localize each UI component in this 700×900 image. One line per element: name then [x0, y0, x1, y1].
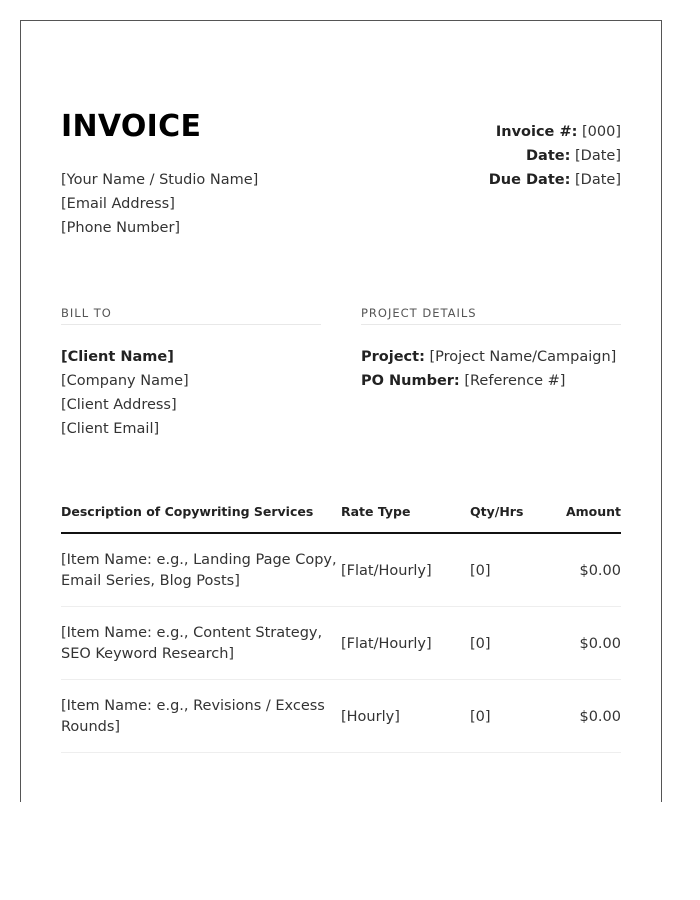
invoice-number-value: [000]: [582, 124, 621, 140]
sender-email: [Email Address]: [61, 196, 175, 212]
bill-to-block: [61, 345, 321, 441]
client-name: [Client Name]: [61, 349, 174, 365]
header-rate-type: Rate Type: [341, 504, 411, 519]
project-details-label: PROJECT DETAILS: [361, 306, 621, 325]
row-amount: $0.00: [579, 635, 621, 652]
bill-to-label: BILL TO: [61, 306, 321, 325]
invoice-due-date: [489, 168, 621, 192]
invoice-due-label: Due Date:: [488, 172, 571, 188]
sender-name: [Your Name / Studio Name]: [61, 172, 259, 188]
table-row: [61, 680, 621, 753]
invoice-meta: [489, 120, 621, 192]
header-qty: Qty/Hrs: [470, 504, 524, 519]
row-description: [Item Name: e.g., Revisions / Excess Rounds]: [61, 697, 325, 735]
client-email: [Client Email]: [61, 421, 160, 437]
row-qty: [0]: [470, 708, 491, 725]
header-amount: Amount: [565, 504, 621, 519]
row-description: [Item Name: e.g., Content Strategy, SEO Keyword Research]: [61, 624, 323, 662]
project-details-block: [361, 345, 621, 393]
invoice-page: [20, 20, 662, 802]
row-qty: [0]: [470, 562, 491, 579]
project-details-section: [361, 306, 621, 393]
services-table: [61, 502, 621, 753]
table-header: [61, 502, 621, 534]
project-line: [361, 345, 621, 369]
invoice-date-value: [Date]: [575, 148, 621, 164]
row-description: [Item Name: e.g., Landing Page Copy, Email Series, Blog Posts]: [61, 551, 337, 589]
invoice-date: [489, 144, 621, 168]
row-rate-type: [Flat/Hourly]: [341, 635, 432, 652]
table-row: [61, 534, 621, 607]
row-rate-type: [Hourly]: [341, 708, 400, 725]
bill-to-section: [61, 306, 321, 441]
invoice-due-value: [Date]: [575, 172, 621, 188]
table-row: [61, 607, 621, 680]
invoice-title: INVOICE: [61, 109, 202, 144]
project-label: Project:: [361, 349, 425, 365]
project-value: [Project Name/Campaign]: [429, 349, 617, 365]
po-value: [Reference #]: [464, 373, 566, 389]
row-qty: [0]: [470, 635, 491, 652]
row-amount: $0.00: [579, 562, 621, 579]
client-address: [Client Address]: [61, 397, 177, 413]
po-label: PO Number:: [361, 373, 460, 389]
sender-info: [61, 168, 258, 240]
row-amount: $0.00: [579, 708, 621, 725]
client-company: [Company Name]: [61, 373, 189, 389]
invoice-number-label: Invoice #:: [495, 124, 578, 140]
header-description: Description of Copywriting Services: [61, 504, 314, 519]
row-rate-type: [Flat/Hourly]: [341, 562, 432, 579]
po-line: [361, 369, 621, 393]
invoice-date-label: Date:: [526, 148, 571, 164]
sender-phone: [Phone Number]: [61, 220, 181, 236]
invoice-number: [489, 120, 621, 144]
